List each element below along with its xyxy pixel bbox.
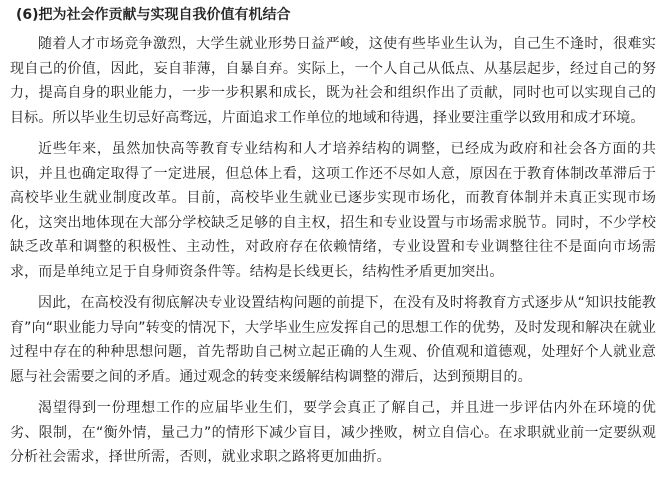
paragraph-2: 近些年来，虽然加快高等教育专业结构和人才培养结构的调整，已经成为政府和社会各方面的共识，并且也确定取得了一定进展，但总体上看，这项工作还不尽如人意，原因在于教育体制改革滞后于高校毕业生就业制度改革。目前，高校毕业生就业已逐步实现市场化，而教育体制并未真正实现市场化，这突出地体现在大部分学校缺乏足够的自主权，招生和专业设置与市场需求脱节。同时，不少学校缺乏改革和调整的积极性、主动性，对政府存在依赖情绪，专业设置和专业调整往往不是面向市场需求，而是单纯立足于自身师资条件等。结构是长线更长，结构性矛盾更加突出。 [10, 141, 656, 280]
section-heading: (6)把为社会作贡献与实现自我价值有机结合 [16, 7, 291, 23]
paragraph-1: 随着人才市场竞争激烈，大学生就业形势日益严峻，这使有些毕业生认为，自己生不逢时，很难实现自己的价值，因此，妄自菲薄，自暴自弃。实际上，一个人自己从低点、从基层起步，经过自己的努力，提高自身的职业能力，一步一步积累和成长，既为社会和组织作出了贡献，同时也可以实现自己的目标。所以毕业生切忌好高骛远，片面追求工作单位的地域和待遇，择业要注重学以致用和成才环境。 [10, 36, 656, 126]
paragraph-4: 渴望得到一份理想工作的应届毕业生们，要学会真正了解自己，并且进一步评估内外在环境的优劣、限制，在“衡外情，量己力”的情形下减少盲目，减少挫败，树立自信心。在求职就业前一定要纵观分析社会需求，择世所需，否则，就业求职之路将更加曲折。 [10, 400, 656, 465]
paragraph-3: 因此，在高校没有彻底解决专业设置结构问题的前提下，在没有及时将教育方式逐步从“知识技能教育”向“职业能力导向”转变的情况下，大学毕业生应发挥自己的思想工作的优势，及时发现和解决在就业过程中存在的种种思想问题，首先帮助自己树立起正确的人生观、价值观和道德观，处理好个人就业意愿与社会需要之间的矛盾。通过观念的转变来缓解结构调整的滞后，达到预期目的。 [10, 295, 656, 385]
